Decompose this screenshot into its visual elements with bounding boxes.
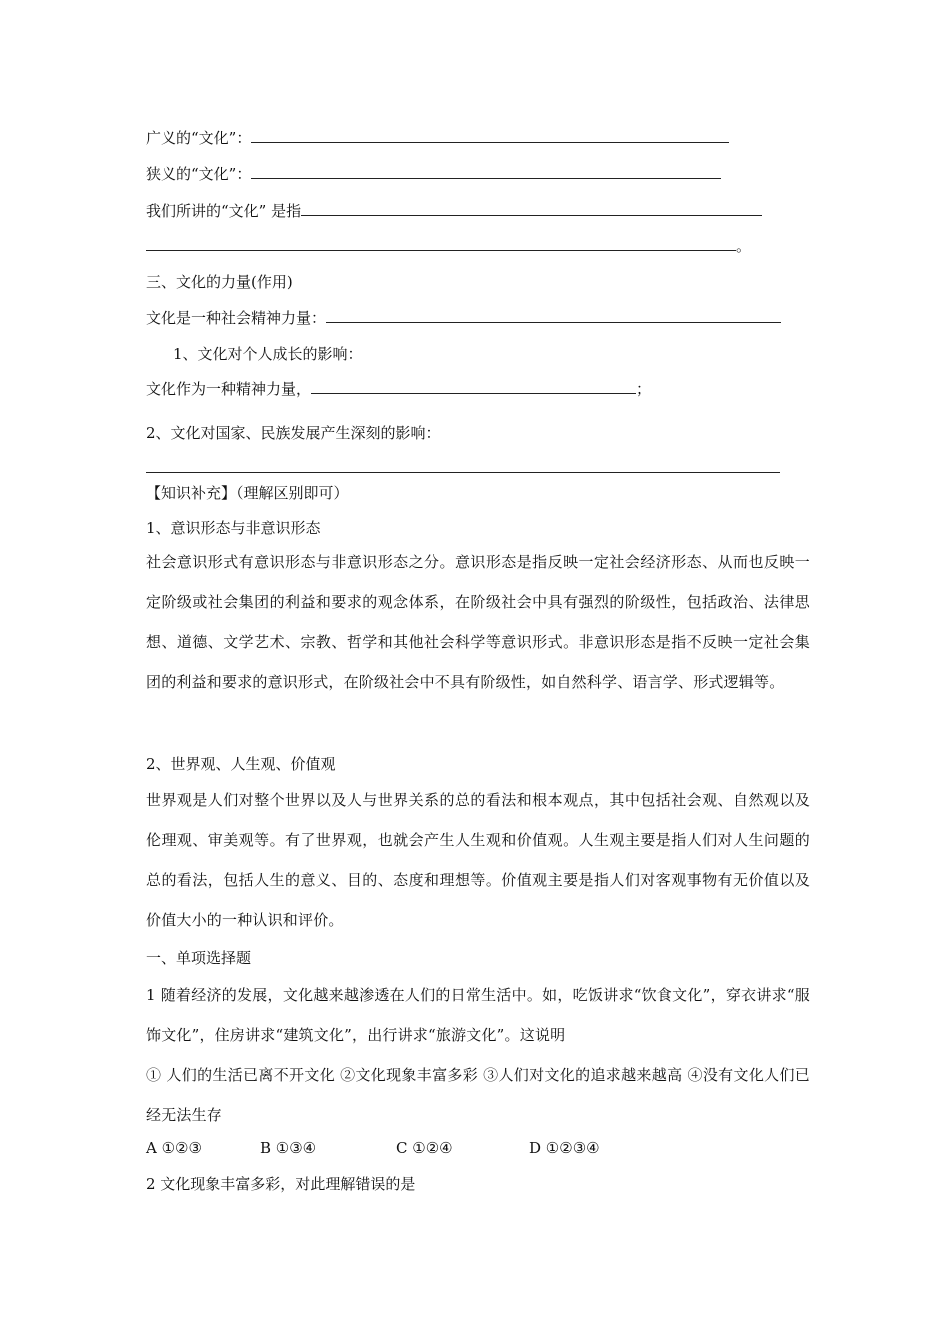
- item1-title: 1、文化对个人成长的影响：: [173, 345, 363, 363]
- broad-culture-blank[interactable]: [251, 128, 729, 143]
- our-culture-blank-2[interactable]: [146, 236, 736, 251]
- question-2-text: 2 文化现象丰富多彩，对此理解错误的是: [146, 1175, 416, 1193]
- our-culture-line-2: [146, 236, 751, 256]
- our-culture-end: 。: [736, 237, 752, 255]
- worldview-title: 2、世界观、人生观、价值观: [146, 755, 336, 773]
- our-culture-line: [146, 201, 762, 221]
- knowledge-header: 【知识补充】（理解区别即可）: [146, 484, 349, 502]
- item2-title: 2、文化对国家、民族发展产生深刻的影响：: [146, 424, 441, 442]
- exercises-title: 一、单项选择题: [146, 949, 252, 967]
- broad-culture-label: 广义的“文化”：: [146, 129, 252, 147]
- q1-option-c[interactable]: C ①②④: [396, 1139, 453, 1157]
- our-culture-label: 我们所讲的“文化” 是指: [146, 202, 302, 220]
- spirit-label: 文化是一种社会精神力量：: [146, 309, 327, 327]
- our-culture-blank-1[interactable]: [301, 201, 762, 216]
- narrow-culture-line: [146, 164, 721, 184]
- section3-title: 三、文化的力量(作用): [146, 273, 293, 291]
- spirit-blank[interactable]: [326, 308, 781, 323]
- narrow-culture-label: 狭义的“文化”：: [146, 165, 252, 183]
- ideology-paragraph: 社会意识形式有意识形态与非意识形态之分。意识形态是指反映一定社会经济形态、从而也反映一定阶级或社会集团的利益和要求的观念体系，在阶级社会中具有强烈的阶级性，包括政治、法律思想、道德、文学艺术、宗教、哲学和其他社会科学等意识形式。非意识形态是指不反映一定社会集团的利益和要求的意识形式，在阶级社会中不具有阶级性，如自然科学、语言学、形式逻辑等。: [146, 553, 810, 691]
- broad-culture-line: [146, 128, 729, 148]
- item1-label: 文化作为一种精神力量，: [146, 380, 312, 398]
- item1-end: ；: [636, 380, 652, 398]
- question-1-statements: ① 人们的生活已离不开文化 ②文化现象丰富多彩 ③人们对文化的追求越来越高 ④没有文化人们已经无法生存: [146, 1066, 810, 1124]
- item1-line: [146, 379, 651, 399]
- q1-option-a[interactable]: A ①②③: [146, 1139, 202, 1157]
- item1-blank[interactable]: [311, 379, 636, 394]
- spirit-line: [146, 308, 781, 328]
- q1-option-b[interactable]: B ①③④: [260, 1139, 317, 1157]
- worldview-paragraph: 世界观是人们对整个世界以及人与世界关系的总的看法和根本观点，其中包括社会观、自然观以及伦理观、审美观等。有了世界观，也就会产生人生观和价值观。人生观主要是指人们对人生问题的总的看法，包括人生的意义、目的、态度和理想等。价值观主要是指人们对客观事物有无价值以及价值大小的一种认识和评价。: [146, 791, 810, 929]
- item2-blank[interactable]: [146, 472, 780, 473]
- narrow-culture-blank[interactable]: [251, 164, 721, 179]
- ideology-title: 1、意识形态与非意识形态: [146, 519, 321, 537]
- q1-option-d[interactable]: D ①②③④: [529, 1139, 600, 1157]
- question-1-text: 1 随着经济的发展，文化越来越渗透在人们的日常生活中。如，吃饭讲求“饮食文化”，穿衣讲求“服饰文化”，住房讲求“建筑文化”，出行讲求“旅游文化”。这说明: [146, 986, 810, 1044]
